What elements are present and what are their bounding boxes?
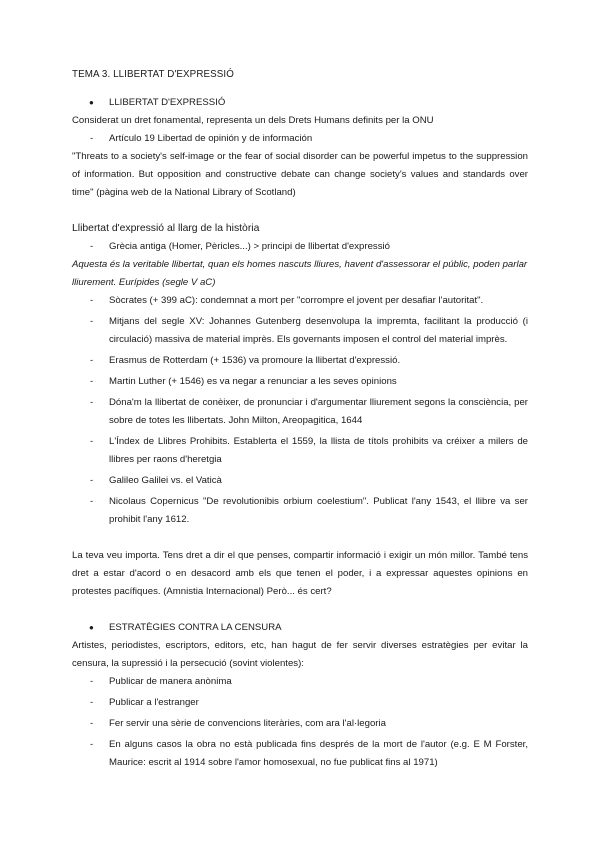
amnesty-paragraph: La teva veu importa. Tens dret a dir el que penses, compartir informació i exigir un món millor. També tens dret a estar d'acord o en desacord amb els que tenen el poder, i a expressar aquestes opinions en protestes pacífiques. (Amnistia Internacional) Però... és cert? [72, 550, 528, 597]
history-heading: Llibertat d'expressió al llarg de la història [72, 223, 260, 234]
list-item [72, 433, 528, 469]
scotland-quote: "Threats to a society's self-image or the fear of social disorder can be powerful impetus to the suppression of information. But opposition and constructive debate can change society's values and standards over time" (pàgina web de la National Library of Scotland) [72, 151, 528, 198]
section-heading-text: LLIBERTAT D'EXPRESSIÓ [109, 97, 226, 108]
list-item-text: Sòcrates (+ 399 aC): condemnat a mort per "corrompre el jovent per desafiar l'autoritat". [109, 295, 484, 306]
list-item [72, 373, 528, 391]
section-heading-llibertat [72, 94, 528, 112]
list-item-text: Martin Luther (+ 1546) es va negar a renunciar a les seves opinions [109, 376, 397, 387]
dash-marker: - [90, 397, 94, 408]
dash-marker: - [90, 355, 94, 366]
list-item-text: Dóna'm la llibertat de conèixer, de pronunciar i d'argumentar lliurement segons la consciència, per sobre de totes les llibertats. John Milton, Areopagitica, 1644 [109, 397, 528, 426]
list-item-text: En alguns casos la obra no està publicada fins després de la mort de l'autor (e.g. E M Forster, Maurice: escrit al 1914 sobre l'amor homosexual, no fue publicat fins al 1971) [109, 739, 528, 768]
list-item-text: Grècia antiga (Homer, Pèricles...) > principi de llibertat d'expressió [109, 241, 390, 252]
list-item [72, 352, 528, 370]
list-item-text: Galileo Galilei vs. el Vaticà [109, 475, 222, 486]
list-item-text: Artículo 19 Libertad de opinión y de información [109, 133, 313, 144]
section-intro: Considerat un dret fonamental, representa un dels Drets Humans definits per la ONU [72, 115, 434, 126]
list-item [72, 736, 528, 772]
dash-marker: - [90, 697, 94, 708]
list-item-text: Nicolaus Copernicus "De revolutionibis orbium coelestium". Publicat l'any 1543, el llibre va ser prohibit l'any 1612. [109, 496, 528, 525]
dash-marker: - [90, 718, 94, 729]
document-page [72, 66, 528, 772]
dash-marker: - [90, 295, 94, 306]
euripides-quote: Aquesta és la veritable llibertat, quan els homes nascuts lliures, havent d'assessorar el públic, poden parlar lliurement. Eurípides (segle V aC) [72, 259, 528, 288]
list-item-text: Fer servir una sèrie de convencions literàries, com ara l'al·legoria [109, 718, 386, 729]
dash-marker: - [90, 676, 94, 687]
section-intro: Artistes, periodistes, escriptors, editors, etc, han hagut de fer servir diverses estratègies per evitar la censura, la supressió i la persecució (sovint violentes): [72, 640, 528, 669]
list-item [72, 394, 528, 430]
dash-marker: - [90, 133, 94, 144]
list-item-text: Publicar a l'estranger [109, 697, 199, 708]
list-item [72, 238, 528, 256]
dash-marker: - [90, 376, 94, 387]
dash-marker: - [90, 739, 94, 750]
dash-marker: - [90, 241, 94, 252]
document-title: TEMA 3. LLIBERTAT D'EXPRESSIÓ [72, 69, 234, 80]
list-item-text: L'Índex de Llibres Prohibits. Establerta el 1559, la llista de títols prohibits va créixer a milers de llibres per raons d'heretgia [109, 436, 528, 465]
bullet-icon: ● [89, 623, 94, 632]
section-heading-text: ESTRATÈGIES CONTRA LA CENSURA [109, 622, 282, 633]
list-item-text: Erasmus de Rotterdam (+ 1536) va promoure la llibertat d'expressió. [109, 355, 401, 366]
list-item [72, 715, 528, 733]
list-item-text: Mitjans del segle XV: Johannes Gutenberg desenvolupa la impremta, facilitant la producció (i circulació) massiva de material imprès. Els governants imposen el control del material imprès. [109, 316, 528, 345]
list-item [72, 130, 528, 148]
list-item [72, 673, 528, 691]
section-heading-estrategies [72, 619, 528, 637]
bullet-icon: ● [89, 98, 94, 107]
list-item [72, 313, 528, 349]
list-item [72, 292, 528, 310]
dash-marker: - [90, 496, 94, 507]
list-item [72, 493, 528, 529]
dash-marker: - [90, 316, 94, 327]
list-item-text: Publicar de manera anònima [109, 676, 232, 687]
list-item [72, 694, 528, 712]
list-item [72, 472, 528, 490]
dash-marker: - [90, 475, 94, 486]
dash-marker: - [90, 436, 94, 447]
